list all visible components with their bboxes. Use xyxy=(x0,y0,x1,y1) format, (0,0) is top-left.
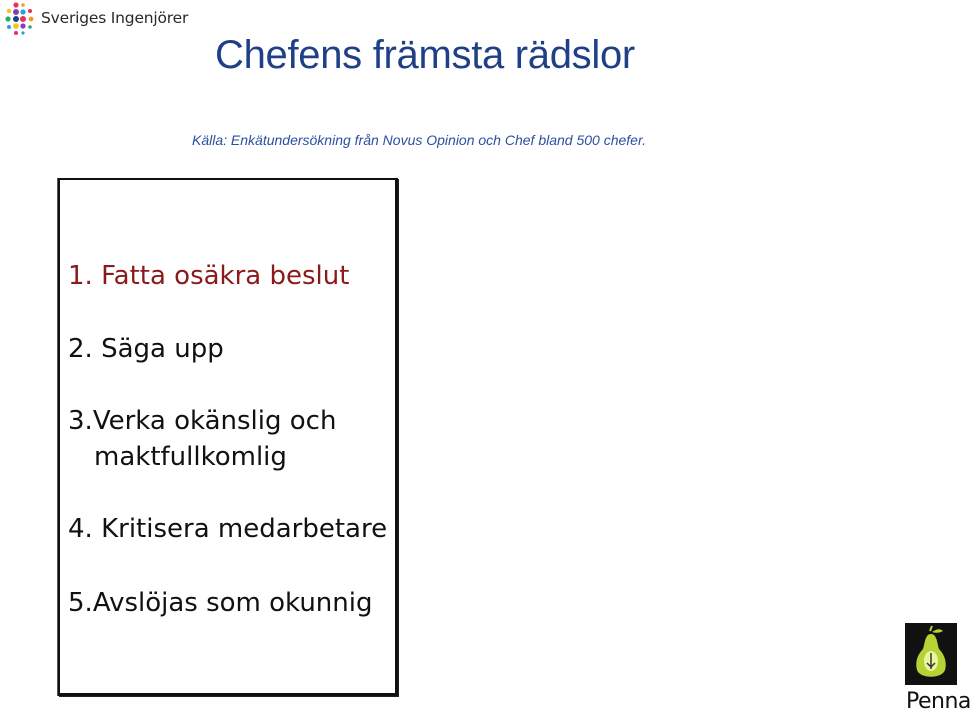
sveriges-ingenjorer-logo xyxy=(4,2,189,36)
item-number: 5. xyxy=(68,588,93,618)
item-text: Fatta osäkra beslut xyxy=(101,261,350,291)
item-text: Kritisera medarbetare xyxy=(101,514,388,544)
dot-grid-logo-icon xyxy=(4,2,38,36)
item-number: 1. xyxy=(68,261,93,291)
item-number: 4. xyxy=(68,514,93,544)
slide-title: Chefens främsta rädslor xyxy=(215,33,635,77)
item-text: Avslöjas som okunnig xyxy=(92,588,373,618)
list-item xyxy=(68,511,387,547)
penna-logo xyxy=(903,623,971,715)
list-item xyxy=(68,258,349,294)
list-item xyxy=(68,403,336,475)
list-item xyxy=(68,331,224,367)
logo-text: Sveriges Ingenjörer xyxy=(41,9,189,27)
list-item xyxy=(68,585,372,621)
item-text: Säga upp xyxy=(101,334,224,364)
item-text-continued: maktfullkomlig xyxy=(94,442,287,472)
item-text: Verka okänslig och xyxy=(92,406,337,436)
pear-icon xyxy=(905,623,957,685)
source-note: Källa: Enkätundersökning från Novus Opinion och Chef bland 500 chefer. xyxy=(192,132,646,148)
item-number: 3. xyxy=(68,406,93,436)
item-number: 2. xyxy=(68,334,93,364)
penna-text: Penna xyxy=(906,689,971,714)
